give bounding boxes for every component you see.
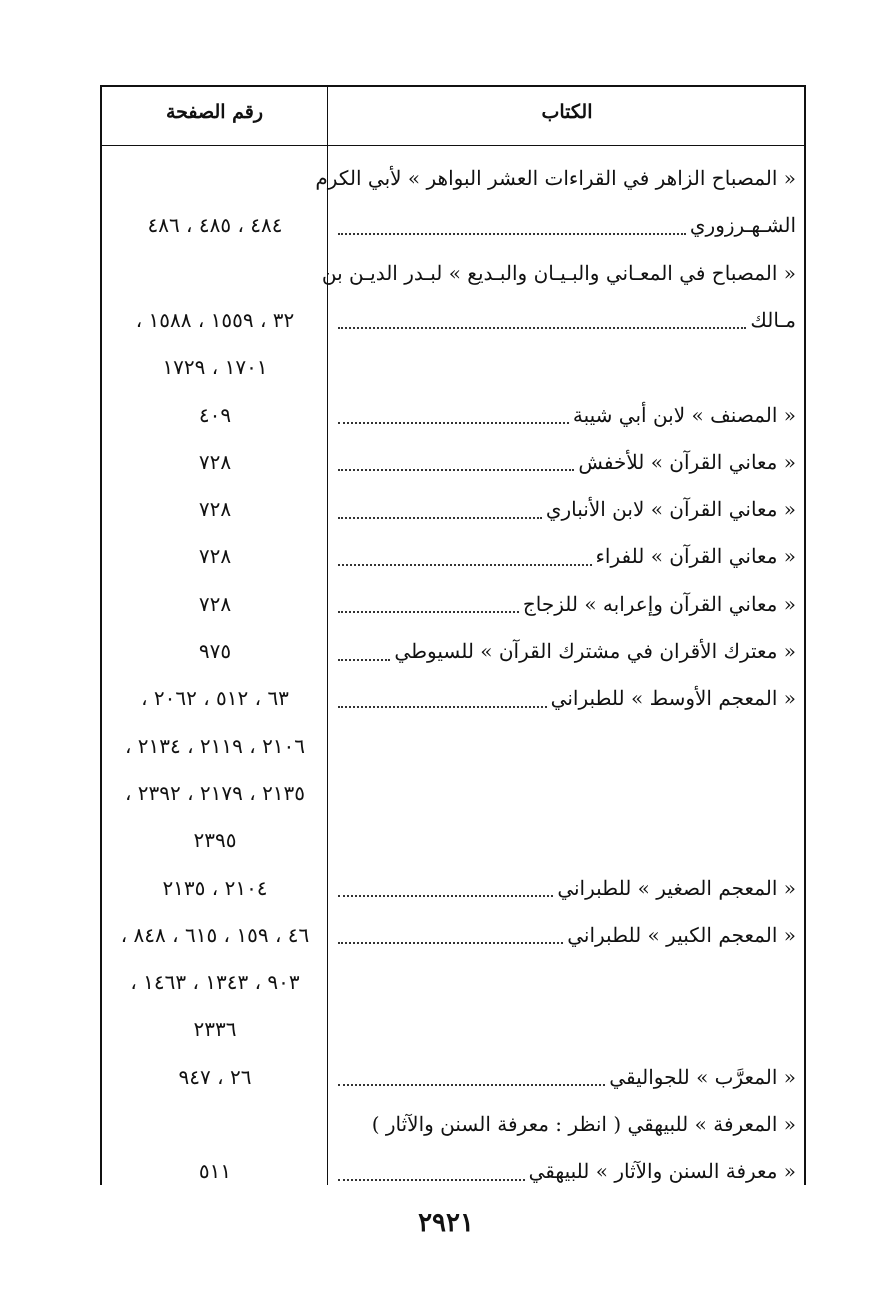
header-book: الكتاب <box>541 101 593 123</box>
page-numbers: ٧٢٨ <box>198 449 232 474</box>
book-title <box>334 770 796 816</box>
book-title <box>334 1148 796 1194</box>
page-numbers: ٧٢٨ <box>198 544 232 569</box>
page-numbers: ٧٢٨ <box>198 497 232 522</box>
book-title <box>334 628 796 674</box>
table-row <box>102 817 804 863</box>
dot-leader <box>338 941 563 944</box>
page-numbers: ٤٨٤ ، ٤٨٥ ، ٤٨٦ <box>147 213 283 238</box>
table-row <box>102 344 804 390</box>
book-title <box>334 392 796 438</box>
book-title <box>334 723 796 769</box>
dot-leader <box>338 563 592 566</box>
table-row <box>102 202 804 248</box>
book-title <box>334 581 796 627</box>
book-title: « المعرفة » للبيهقي ( انظر : معرفة السنن والآثار ) <box>371 1112 796 1136</box>
book-title <box>334 959 796 1005</box>
dot-leader <box>338 326 746 329</box>
page-numbers <box>106 250 324 296</box>
table-row <box>102 865 804 911</box>
book-title <box>334 486 796 532</box>
page-numbers: ٢٣٩٥ <box>193 828 237 853</box>
page-numbers: ٢٦ ، ٩٤٧ <box>178 1064 252 1089</box>
page-numbers: ٢١٣٥ ، ٢١٧٩ ، ٢٣٩٢ ، <box>124 780 306 805</box>
table-row <box>102 723 804 769</box>
book-title-text: « المعجم الأوسط » للطبراني <box>550 686 796 711</box>
table-row <box>102 392 804 438</box>
page-numbers: ٤٦ ، ١٥٩ ، ٦١٥ ، ٨٤٨ ، <box>120 922 310 947</box>
book-title <box>334 675 796 721</box>
dot-leader <box>338 516 542 519</box>
index-table <box>100 85 806 1185</box>
table-row <box>102 297 804 343</box>
book-title-text: « المصنف » لابن أبي شيبة <box>572 402 796 427</box>
book-title <box>334 817 796 863</box>
table-row <box>102 155 804 201</box>
table-row <box>102 1148 804 1194</box>
book-title <box>334 1054 796 1100</box>
dot-leader <box>338 468 574 471</box>
table-row <box>102 770 804 816</box>
table-row <box>102 912 804 958</box>
book-title-text: « معاني القرآن » لابن الأنباري <box>545 497 796 522</box>
page-numbers <box>106 1101 324 1147</box>
book-title-text: « معاني القرآن وإعرابه » للزجاج <box>522 591 796 616</box>
book-title-text: « معاني القرآن » للفراء <box>595 544 796 569</box>
book-title-text: الشـهـرزوري <box>689 213 796 238</box>
book-title <box>334 865 796 911</box>
book-title-text: « معرفة السنن والآثار » للبيهقي <box>528 1159 796 1184</box>
table-row <box>102 1054 804 1100</box>
page-numbers <box>106 155 324 201</box>
table-row <box>102 533 804 579</box>
table-row <box>102 628 804 674</box>
page-numbers: ٤٠٩ <box>198 402 232 427</box>
table-row <box>102 250 804 296</box>
page-numbers: ٩٧٥ <box>198 639 232 663</box>
dot-leader <box>338 658 390 661</box>
book-title-text: « معترك الأقران في مشترك القرآن » للسيوطي <box>394 639 796 663</box>
page-numbers: ٣٢ ، ١٥٥٩ ، ١٥٨٨ ، <box>135 307 295 332</box>
dot-leader <box>338 894 553 897</box>
table-row <box>102 1006 804 1052</box>
book-title: « المصباح في المعـاني والبـيـان والبـديع » لبـدر الديـن بن <box>321 260 796 285</box>
page-numbers: ٦٣ ، ٥١٢ ، ٢٠٦٢ ، <box>141 686 289 711</box>
page-numbers: ٢١٠٤ ، ٢١٣٥ <box>162 875 268 900</box>
book-title-text: مـالك <box>750 307 796 332</box>
page-numbers: ٢٣٣٦ <box>193 1017 237 1042</box>
dot-leader <box>338 421 569 424</box>
book-title-text: « المعجم الصغير » للطبراني <box>557 875 796 900</box>
table-row <box>102 959 804 1005</box>
book-title <box>334 344 796 390</box>
book-title: « المصباح الزاهر في القراءات العشر البواهر » لأبي الكرم <box>315 166 796 190</box>
dot-leader <box>338 1083 605 1086</box>
table-row <box>102 1101 804 1147</box>
book-title <box>334 202 796 248</box>
book-title-text: « المعرَّب » للجواليقي <box>609 1064 796 1089</box>
dot-leader <box>338 1178 525 1181</box>
page-numbers: ٩٠٣ ، ١٣٤٣ ، ١٤٦٣ ، <box>130 970 300 995</box>
page-numbers: ٥١١ <box>198 1159 232 1184</box>
page-numbers: ٢١٠٦ ، ٢١١٩ ، ٢١٣٤ ، <box>124 733 306 758</box>
book-title-text: « معاني القرآن » للأخفش <box>578 449 796 474</box>
table-row <box>102 581 804 627</box>
header-page-number: رقم الصفحة <box>165 101 264 123</box>
dot-leader <box>338 705 547 708</box>
page-numbers: ١٧٠١ ، ١٧٢٩ <box>162 355 268 380</box>
table-row <box>102 675 804 721</box>
book-title <box>334 439 796 485</box>
page-numbers: ٧٢٨ <box>198 591 232 616</box>
book-title <box>334 297 796 343</box>
dot-leader <box>338 232 686 235</box>
book-title-text: « المعجم الكبير » للطبراني <box>567 922 796 947</box>
table-row <box>102 439 804 485</box>
table-row <box>102 486 804 532</box>
book-title <box>334 912 796 958</box>
book-title <box>334 533 796 579</box>
page-number: ٢٩٢١ <box>418 1208 474 1238</box>
dot-leader <box>338 610 519 613</box>
header-divider <box>102 145 804 146</box>
book-title <box>334 1006 796 1052</box>
